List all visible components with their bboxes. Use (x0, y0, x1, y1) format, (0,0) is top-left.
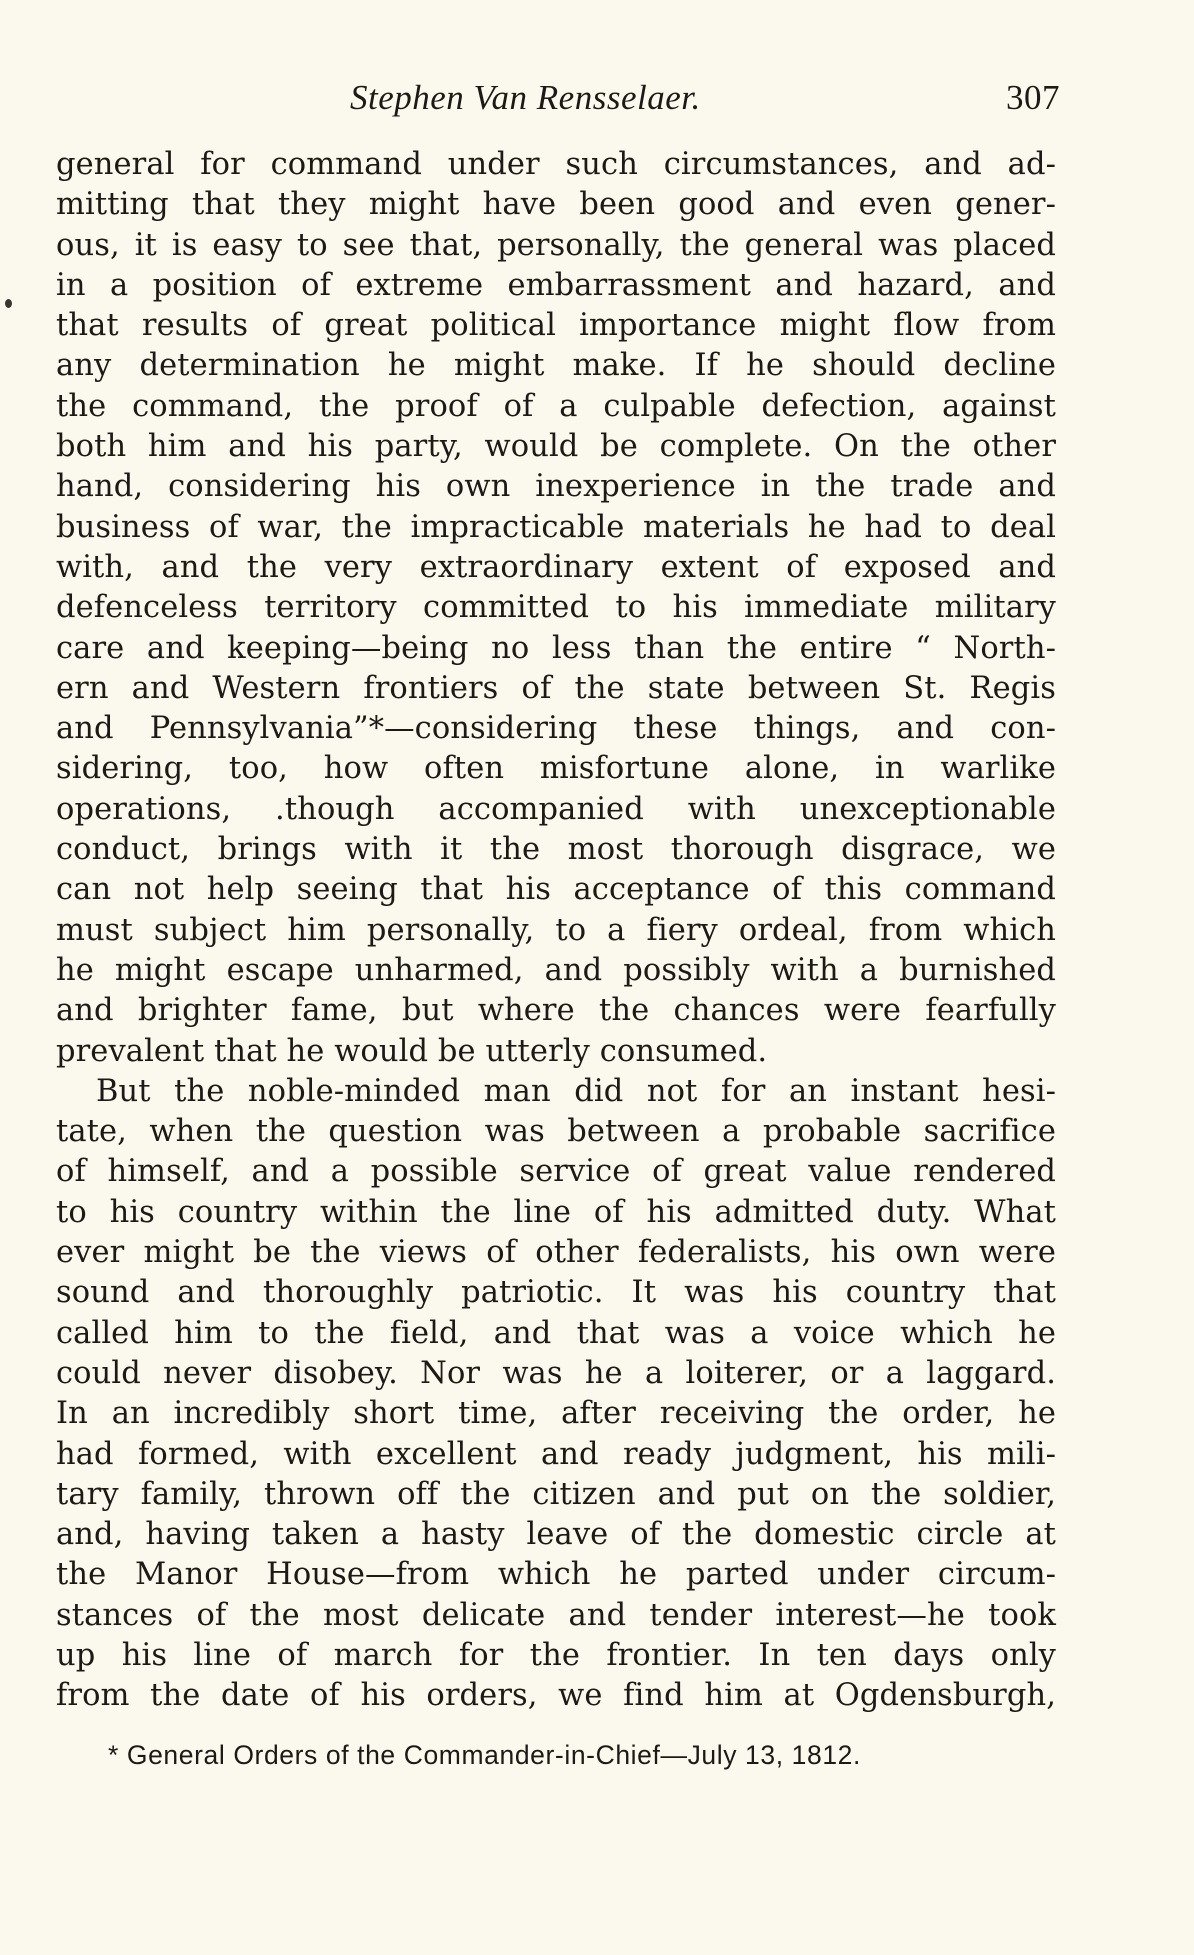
text-line: had formed, with excellent and ready judgment, his mili- (56, 1436, 1056, 1472)
text-line: tate, when the question was between a probable sacrifice (56, 1114, 1056, 1150)
text-line: ous, it is easy to see that, personally, the general was placed (56, 227, 1056, 263)
stray-ink-mark (5, 299, 12, 308)
text-line: mitting that they might have been good and even gener- (56, 187, 1056, 223)
text-line: and, having taken a hasty leave of the domestic circle at (56, 1517, 1056, 1553)
text-line: ever might be the views of other federalists, his own were (56, 1235, 1056, 1271)
text-line: the command, the proof of a culpable defection, against (56, 388, 1056, 424)
text-line: sound and thoroughly patriotic. It was his country that (56, 1275, 1056, 1311)
text-line: could never disobey. Nor was he a loiterer, or a laggard. (56, 1355, 1056, 1391)
text-line: and Pennsylvania”*—considering these things, and con- (56, 711, 1056, 747)
text-line: sidering, too, how often misfortune alone, in warlike (56, 751, 1056, 787)
text-line: conduct, brings with it the most thorough disgrace, we (56, 832, 1056, 868)
paragraph-end-line: prevalent that he would be utterly consumed. (56, 1033, 768, 1069)
text-line: to his country within the line of his admitted duty. What (56, 1194, 1056, 1230)
paragraph-start-line: But the noble-minded man did not for an instant hesi- (96, 1073, 1056, 1109)
text-line: defenceless territory committed to his immediate military (56, 590, 1056, 626)
text-line: must subject him personally, to a fiery ordeal, from which (56, 912, 1056, 948)
text-line: up his line of march for the frontier. In ten days only (56, 1637, 1056, 1673)
text-line: both him and his party, would be complete. On the other (56, 429, 1056, 465)
text-line: of himself, and a possible service of great value rendered (56, 1154, 1056, 1190)
text-line: he might escape unharmed, and possibly with a burnished (56, 952, 1056, 988)
text-line: care and keeping—being no less than the entire “ North- (56, 630, 1056, 666)
text-line: tary family, thrown off the citizen and put on the soldier, (56, 1476, 1056, 1512)
running-title: Stephen Van Rensselaer. (350, 78, 701, 117)
text-line: called him to the field, and that was a voice which he (56, 1315, 1056, 1351)
text-line: that results of great political importance might flow from (56, 308, 1056, 344)
body-text (56, 145, 1056, 1717)
text-line: operations, .though accompanied with unexceptionable (56, 791, 1056, 827)
text-line: ern and Western frontiers of the state between St. Regis (56, 670, 1056, 706)
text-line: from the date of his orders, we find him at Ogdensburgh, (56, 1678, 1056, 1714)
text-line: with, and the very extraordinary extent of exposed and (56, 549, 1056, 585)
text-line: can not help seeing that his acceptance of this command (56, 872, 1056, 908)
text-line: in a position of extreme embarrassment and hazard, and (56, 267, 1056, 303)
text-line: and brighter fame, but where the chances were fearfully (56, 993, 1056, 1029)
text-line: general for command under such circumstances, and ad- (56, 147, 1056, 182)
page-number: 307 (1006, 78, 1060, 117)
text-line: business of war, the impracticable materials he had to deal (56, 509, 1056, 545)
text-line: In an incredibly short time, after receiving the order, he (56, 1396, 1056, 1432)
text-line: any determination he might make. If he should decline (56, 348, 1056, 384)
text-line: the Manor House—from which he parted under circum- (56, 1557, 1056, 1593)
text-line: stances of the most delicate and tender interest—he took (56, 1597, 1056, 1633)
footnote: * General Orders of the Commander-in-Chief—July 13, 1812. (108, 1740, 861, 1770)
text-line: hand, considering his own inexperience in the trade and (56, 469, 1056, 505)
running-head (350, 78, 1060, 122)
